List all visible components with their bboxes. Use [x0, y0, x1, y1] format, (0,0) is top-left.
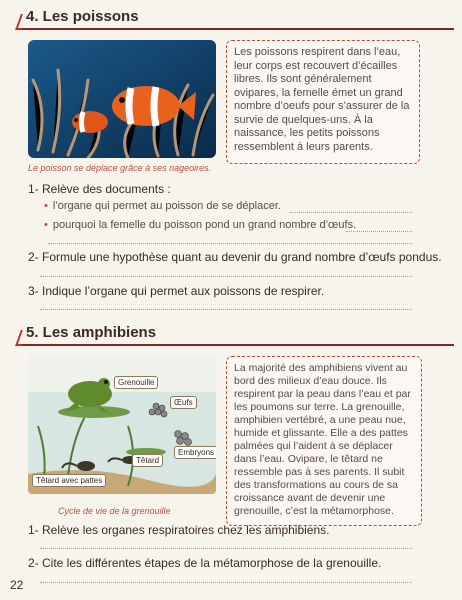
section-5-header: [0, 322, 462, 348]
answer-line[interactable]: [40, 276, 412, 277]
section-4-text: Les poissons respirent dans l’eau, leur corps est recouvert d’écailles libres. Ils sont généralement ovipares, la femelle émet un grand nombre d’oeufs pour s’assurer de la survie de quelques-uns. À la naissance, les petits poissons ressemblent à leurs parents.: [234, 46, 410, 153]
section-4-header: [0, 6, 462, 32]
label-tadpole-with-legs: Têtard avec pattes: [32, 474, 106, 487]
label-eggs: Œufs: [170, 396, 197, 409]
section-4-caption: Le poisson se déplace grâce à ses nageoires.: [28, 163, 212, 173]
section-5-textbox: [226, 356, 422, 526]
section-4-title: 4. Les poissons: [26, 8, 139, 25]
answer-line[interactable]: [290, 212, 412, 213]
section-5-text: La majorité des amphibiens vivent au bord des milieux d’eau douce. Ils respirent par la peau dans l’eau et par les poumons sur terre. La grenouille, amphibien vertébré, a une peau nue, humide et glissante. Elle a des pattes palmées qui l’aident à se déplacer dans l’eau. Ovipare, le têtard ne ressemble pas à ses parents. Il subit des transformations au cours de sa croissance avant de devenir une grenouille, c’est la métamorphose.: [234, 362, 411, 517]
answer-line[interactable]: [40, 582, 412, 583]
section-5-title: 5. Les amphibiens: [26, 324, 157, 341]
frog-life-cycle-illustration: [28, 356, 216, 494]
answer-line[interactable]: [48, 243, 412, 244]
question-5-1: 1- Relève les organes respiratoires chez les amphibiens.: [28, 523, 330, 537]
answer-line[interactable]: [40, 309, 412, 310]
answer-line[interactable]: [40, 548, 412, 549]
label-frog: Grenouille: [114, 376, 158, 389]
label-tadpole: Têtard: [132, 454, 163, 467]
section-5-caption: Cycle de vie de la grenouille: [58, 506, 171, 516]
question-4-2: 2- Formule une hypothèse quant au devenir du grand nombre d’œufs pondus.: [28, 250, 442, 264]
answer-line[interactable]: [346, 231, 412, 232]
page-number: 22: [10, 578, 24, 592]
question-4-1: 1- Relève des documents :: [28, 182, 171, 196]
clownfish-photo: [28, 40, 216, 158]
question-5-2: 2- Cite les différentes étapes de la métamorphose de la grenouille.: [28, 556, 382, 570]
header-rule: [22, 28, 454, 30]
question-4-1-bullet-2: • pourquoi la femelle du poisson pond un grand nombre d’œufs.: [44, 219, 356, 231]
question-4-1-bullet-1: • l’organe qui permet au poisson de se déplacer.: [44, 200, 281, 212]
label-embryos: Embryons: [174, 446, 216, 459]
header-rule: [22, 344, 454, 346]
section-4-textbox: [226, 40, 420, 164]
question-4-3: 3- Indique l’organe qui permet aux poissons de respirer.: [28, 284, 325, 298]
